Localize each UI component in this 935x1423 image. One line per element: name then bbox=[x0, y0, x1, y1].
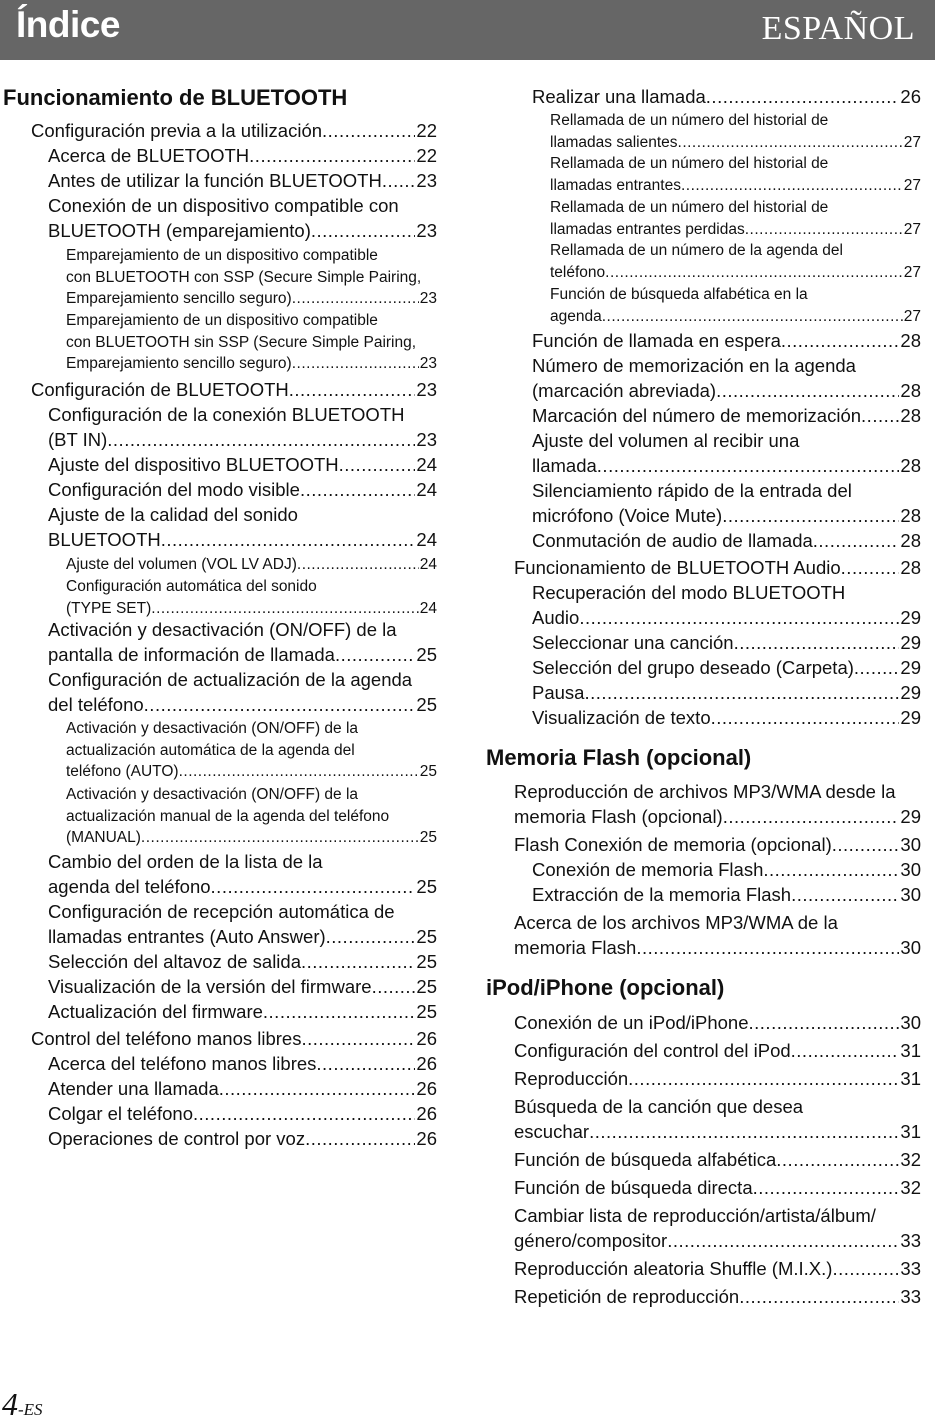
toc-entry-text: pantalla de información de llamada bbox=[48, 644, 335, 665]
toc-page-number: 30 bbox=[900, 859, 921, 880]
toc-page-number: 28 bbox=[900, 530, 921, 551]
toc-page-number: 23 bbox=[419, 355, 437, 373]
dot-leader bbox=[602, 306, 903, 328]
toc-page-number: 26 bbox=[416, 1128, 437, 1149]
toc-entry-text: Número de memorización en la agenda bbox=[532, 355, 856, 376]
toc-entry-text: Actualización del firmware bbox=[48, 1001, 263, 1022]
toc-page-number: 22 bbox=[416, 145, 437, 166]
toc-entry-text: con BLUETOOTH con SSP (Secure Simple Pairing, bbox=[66, 268, 422, 286]
dot-leader bbox=[141, 827, 419, 849]
toc-page-number: 27 bbox=[903, 220, 921, 238]
dot-leader bbox=[219, 1076, 416, 1101]
toc-entry[interactable] bbox=[31, 1026, 437, 1051]
dot-leader bbox=[144, 692, 416, 717]
toc-entry-text: Audio bbox=[532, 607, 580, 628]
toc-entry-text: Extracción de la memoria Flash bbox=[532, 884, 792, 905]
toc-entry-text: llamadas entrantes (Auto Answer) bbox=[48, 926, 326, 947]
toc-page-number: 25 bbox=[416, 951, 437, 972]
toc-page-number: 28 bbox=[900, 405, 921, 426]
toc-entry[interactable] bbox=[514, 1038, 921, 1063]
toc-entry-text: teléfono (AUTO) bbox=[66, 763, 179, 781]
dot-leader bbox=[745, 219, 903, 241]
dot-leader bbox=[584, 680, 899, 705]
toc-entry-text: Emparejamiento sencillo seguro) bbox=[66, 355, 292, 373]
toc-page-number: 30 bbox=[900, 884, 921, 905]
section-heading-ipod: iPod/iPhone (opcional) bbox=[486, 975, 725, 1000]
toc-entry[interactable] bbox=[514, 1256, 921, 1281]
toc-page-number: 26 bbox=[416, 1028, 437, 1049]
toc-page-number: 24 bbox=[416, 529, 437, 550]
toc-entry-text: Configuración de la conexión BLUETOOTH bbox=[48, 404, 405, 425]
dot-leader bbox=[339, 452, 416, 477]
toc-entry-text: Visualización de texto bbox=[532, 707, 711, 728]
dot-leader bbox=[597, 453, 900, 478]
dot-leader bbox=[301, 949, 415, 974]
toc-entry-text: Seleccionar una canción bbox=[532, 632, 734, 653]
toc-page-number: 27 bbox=[903, 133, 921, 151]
toc-page-number: 31 bbox=[900, 1121, 921, 1142]
toc-entry-text: Acerca de los archivos MP3/WMA de la bbox=[514, 912, 838, 933]
toc-entry-text: Emparejamiento de un dispositivo compatible bbox=[66, 247, 378, 264]
toc-entry-text: Activación y desactivación (ON/OFF) de la bbox=[48, 619, 397, 640]
toc-page-number: 30 bbox=[900, 937, 921, 958]
toc-entry-text: Cambiar lista de reproducción/artista/álbum/ bbox=[514, 1205, 876, 1226]
toc-entry-text: teléfono bbox=[550, 263, 606, 281]
toc-entry[interactable] bbox=[532, 478, 921, 528]
toc-entry-text: Funcionamiento de BLUETOOTH Audio bbox=[514, 557, 841, 578]
toc-entry-text: Selección del grupo deseado (Carpeta) bbox=[532, 657, 854, 678]
toc-page-number: 32 bbox=[900, 1177, 921, 1198]
toc-entry-text: Reproducción de archivos MP3/WMA desde la bbox=[514, 781, 896, 802]
toc-entry-text: Emparejamiento sencillo seguro) bbox=[66, 290, 292, 308]
toc-entry[interactable] bbox=[48, 1101, 437, 1126]
dot-leader bbox=[249, 143, 415, 168]
toc-entry-text: Rellamada de un número del historial de bbox=[550, 199, 829, 216]
dot-leader bbox=[734, 630, 900, 655]
toc-page-number: 29 bbox=[900, 607, 921, 628]
toc-entry[interactable] bbox=[550, 284, 921, 327]
dot-leader bbox=[791, 1038, 900, 1063]
toc-entry-text: Emparejamiento de un dispositivo compatible bbox=[66, 312, 378, 329]
dot-leader bbox=[372, 974, 416, 999]
toc-page-number: 28 bbox=[900, 455, 921, 476]
toc-entry[interactable] bbox=[48, 193, 437, 243]
toc-entry-text: Reproducción aleatoria Shuffle (M.I.X.) bbox=[514, 1258, 833, 1279]
dot-leader bbox=[716, 378, 899, 403]
toc-entry[interactable] bbox=[66, 554, 437, 576]
toc-page-number: 23 bbox=[416, 429, 437, 450]
dot-leader bbox=[297, 554, 419, 576]
toc-entry[interactable] bbox=[514, 910, 921, 960]
toc-entry-text: escuchar bbox=[514, 1121, 590, 1142]
toc-page-number: 26 bbox=[416, 1078, 437, 1099]
toc-page-number: 25 bbox=[416, 1001, 437, 1022]
toc-entry-text: Activación y desactivación (ON/OFF) de la bbox=[66, 720, 359, 737]
toc-page-number: 25 bbox=[416, 694, 437, 715]
toc-entry-text: (TYPE SET) bbox=[66, 599, 152, 617]
toc-entry-text: del teléfono bbox=[48, 694, 144, 715]
toc-page-number: 33 bbox=[900, 1258, 921, 1279]
toc-entry-text: Atender una llamada bbox=[48, 1078, 219, 1099]
toc-entry-text: Configuración de BLUETOOTH bbox=[31, 379, 289, 400]
toc-entry-text: memoria Flash (opcional) bbox=[514, 806, 723, 827]
toc-entry-text: género/compositor bbox=[514, 1230, 668, 1251]
toc-entry-text: Selección del altavoz de salida bbox=[48, 951, 301, 972]
toc-entry-text: Configuración automática del sonido bbox=[66, 578, 317, 595]
toc-entry[interactable] bbox=[532, 528, 921, 553]
toc-entry[interactable] bbox=[48, 1126, 437, 1151]
toc-entry[interactable] bbox=[48, 949, 437, 974]
toc-entry-text: Conmutación de audio de llamada bbox=[532, 530, 813, 551]
toc-page-number: 27 bbox=[903, 307, 921, 325]
toc-entry-text: Reproducción bbox=[514, 1068, 629, 1089]
toc-entry[interactable] bbox=[66, 718, 437, 783]
dot-leader bbox=[723, 804, 900, 829]
dot-leader bbox=[681, 175, 903, 197]
toc-entry-text: Marcación del número de memorización bbox=[532, 405, 862, 426]
toc-page-number: 26 bbox=[900, 86, 921, 107]
toc-entry-text: Visualización de la versión del firmware bbox=[48, 976, 372, 997]
toc-page-number: 25 bbox=[419, 829, 437, 847]
toc-entry-text: Colgar el teléfono bbox=[48, 1103, 194, 1124]
toc-entry-text: agenda del teléfono bbox=[48, 876, 211, 897]
toc-page-number: 26 bbox=[416, 1053, 437, 1074]
toc-entry[interactable] bbox=[48, 502, 437, 552]
toc-page-number: 28 bbox=[900, 557, 921, 578]
toc-page-number: 29 bbox=[900, 682, 921, 703]
toc-page-number: 27 bbox=[903, 176, 921, 194]
dot-leader bbox=[211, 874, 416, 899]
dot-leader bbox=[326, 924, 416, 949]
toc-entry[interactable] bbox=[550, 240, 921, 283]
toc-page-number: 31 bbox=[900, 1040, 921, 1061]
toc-page-number: 29 bbox=[900, 657, 921, 678]
toc-page-number: 29 bbox=[900, 632, 921, 653]
toc-entry-text: Repetición de reproducción bbox=[514, 1286, 740, 1307]
toc-entry-text: Pausa bbox=[532, 682, 585, 703]
toc-entry-text: Función de llamada en espera bbox=[532, 330, 781, 351]
toc-page-number: 25 bbox=[416, 644, 437, 665]
toc-page-number: 24 bbox=[419, 556, 437, 573]
dot-leader bbox=[292, 353, 419, 375]
toc-entry-text: Ajuste de la calidad del sonido bbox=[48, 504, 298, 525]
toc-entry[interactable] bbox=[532, 882, 921, 907]
toc-entry[interactable] bbox=[48, 849, 437, 899]
dot-leader bbox=[305, 1126, 415, 1151]
toc-entry[interactable] bbox=[514, 1203, 921, 1253]
toc-entry-text: Búsqueda de la canción que desea bbox=[514, 1096, 804, 1117]
dot-leader bbox=[861, 403, 899, 428]
page-title: Índice bbox=[16, 4, 120, 45]
toc-page-number: 29 bbox=[900, 707, 921, 728]
language-label: ESPAÑOL bbox=[761, 10, 915, 47]
toc-entry-text: Activación y desactivación (ON/OFF) de la bbox=[66, 786, 359, 803]
toc-entry[interactable] bbox=[66, 784, 437, 849]
toc-entry-text: Recuperación del modo BLUETOOTH bbox=[532, 582, 846, 603]
toc-entry-text: Configuración de actualización de la agenda bbox=[48, 669, 413, 690]
dot-leader bbox=[605, 262, 903, 284]
toc-entry[interactable] bbox=[31, 118, 437, 143]
toc-entry[interactable] bbox=[532, 428, 921, 478]
toc-entry-text: Función de búsqueda directa bbox=[514, 1177, 753, 1198]
toc-entry[interactable] bbox=[48, 402, 437, 452]
toc-entry[interactable] bbox=[550, 197, 921, 240]
toc-entry[interactable] bbox=[48, 974, 437, 999]
toc-entry[interactable] bbox=[532, 328, 921, 353]
dot-leader bbox=[636, 935, 899, 960]
toc-entry-text: (BT IN) bbox=[48, 429, 108, 450]
toc-entry[interactable] bbox=[514, 555, 921, 580]
toc-entry[interactable] bbox=[532, 680, 921, 705]
toc-entry[interactable] bbox=[48, 999, 437, 1024]
toc-entry[interactable] bbox=[550, 153, 921, 196]
dot-leader bbox=[832, 832, 900, 857]
toc-entry[interactable] bbox=[48, 617, 437, 667]
toc-entry-text: Ajuste del volumen (VOL LV ADJ) bbox=[66, 556, 297, 573]
toc-entry-text: Cambio del orden de la lista de la bbox=[48, 851, 323, 872]
toc-entry[interactable] bbox=[532, 403, 921, 428]
toc-page-number: 27 bbox=[903, 263, 921, 281]
toc-entry[interactable] bbox=[514, 1010, 921, 1035]
toc-entry-text: actualización automática de la agenda del bbox=[66, 741, 355, 759]
dot-leader bbox=[711, 705, 900, 730]
toc-entry-text: Función de búsqueda alfabética en la bbox=[550, 286, 808, 303]
page-suffix: -ES bbox=[18, 1400, 43, 1419]
toc-entry[interactable] bbox=[514, 1094, 921, 1144]
dot-leader bbox=[322, 118, 415, 143]
toc-page-number: 33 bbox=[900, 1286, 921, 1307]
toc-entry-text: Configuración previa a la utilización bbox=[31, 120, 323, 141]
dot-leader bbox=[722, 503, 899, 528]
toc-page-number: 28 bbox=[900, 330, 921, 351]
toc-entry[interactable] bbox=[31, 377, 437, 402]
toc-page-number: 23 bbox=[419, 290, 437, 308]
toc-entry[interactable] bbox=[48, 168, 437, 193]
toc-entry[interactable] bbox=[48, 143, 437, 168]
toc-entry-text: Realizar una llamada bbox=[532, 86, 706, 107]
toc-entry[interactable] bbox=[532, 857, 921, 882]
toc-entry-text: Control del teléfono manos libres bbox=[31, 1028, 302, 1049]
toc-entry[interactable] bbox=[550, 110, 921, 153]
toc-entry[interactable] bbox=[48, 1076, 437, 1101]
toc-entry-text: Rellamada de un número del historial de bbox=[550, 155, 829, 172]
page-header bbox=[0, 0, 935, 60]
toc-page-number: 23 bbox=[416, 220, 437, 241]
toc-entry-text: Flash Conexión de memoria (opcional) bbox=[514, 834, 832, 855]
dot-leader bbox=[781, 328, 900, 353]
toc-page-number: 23 bbox=[416, 170, 437, 191]
toc-entry-text: Rellamada de un número de la agenda del bbox=[550, 242, 843, 259]
toc-entry[interactable] bbox=[532, 84, 921, 109]
toc-entry-text: Operaciones de control por voz bbox=[48, 1128, 306, 1149]
toc-page-number: 26 bbox=[416, 1103, 437, 1124]
toc-page-number: 30 bbox=[900, 1012, 921, 1033]
toc-entry-text: Ajuste del dispositivo BLUETOOTH bbox=[48, 454, 339, 475]
toc-entry[interactable] bbox=[48, 452, 437, 477]
toc-page-number: 25 bbox=[416, 926, 437, 947]
toc-entry[interactable] bbox=[66, 310, 437, 375]
dot-leader bbox=[589, 1119, 899, 1144]
dot-leader bbox=[628, 1066, 899, 1091]
dot-leader bbox=[179, 761, 419, 783]
dot-leader bbox=[335, 642, 415, 667]
toc-entry-text: memoria Flash bbox=[514, 937, 637, 958]
toc-entry[interactable] bbox=[514, 1066, 921, 1091]
toc-entry[interactable] bbox=[514, 1147, 921, 1172]
toc-entry[interactable] bbox=[66, 245, 437, 310]
toc-entry[interactable] bbox=[532, 630, 921, 655]
toc-page-number: 24 bbox=[419, 599, 437, 617]
toc-entry[interactable] bbox=[48, 477, 437, 502]
dot-leader bbox=[813, 528, 900, 553]
toc-entry[interactable] bbox=[66, 576, 437, 619]
toc-page-number: 28 bbox=[900, 380, 921, 401]
toc-entry[interactable] bbox=[532, 580, 921, 630]
toc-entry-text: Conexión de un iPod/iPhone bbox=[514, 1012, 749, 1033]
dot-leader bbox=[263, 999, 416, 1024]
dot-leader bbox=[193, 1101, 415, 1126]
section-heading-flash: Memoria Flash (opcional) bbox=[486, 745, 752, 770]
dot-leader bbox=[753, 1175, 900, 1200]
dot-leader bbox=[706, 84, 900, 109]
toc-entry[interactable] bbox=[48, 899, 437, 949]
dot-leader bbox=[382, 168, 416, 193]
dot-leader bbox=[791, 882, 899, 907]
toc-entry-text: (marcación abreviada) bbox=[532, 380, 717, 401]
toc-entry-text: Ajuste del volumen al recibir una bbox=[532, 430, 800, 451]
toc-page-number: 25 bbox=[419, 763, 437, 781]
toc-entry-text: micrófono (Voice Mute) bbox=[532, 505, 723, 526]
dot-leader bbox=[300, 477, 415, 502]
section-heading-bluetooth: Funcionamiento de BLUETOOTH bbox=[3, 85, 348, 110]
toc-entry[interactable] bbox=[532, 705, 921, 730]
dot-leader bbox=[311, 218, 416, 243]
toc-page-number: 24 bbox=[416, 454, 437, 475]
dot-leader bbox=[763, 857, 899, 882]
toc-page-number: 22 bbox=[416, 120, 437, 141]
toc-entry[interactable] bbox=[514, 832, 921, 857]
dot-leader bbox=[854, 655, 900, 680]
toc-page-number: 33 bbox=[900, 1230, 921, 1251]
toc-page-number: 24 bbox=[416, 479, 437, 500]
toc-entry-text: actualización manual de la agenda del teléfono bbox=[66, 807, 390, 825]
dot-leader bbox=[739, 1284, 899, 1309]
toc-entry[interactable] bbox=[48, 667, 437, 717]
toc-entry-text: llamadas salientes bbox=[550, 133, 678, 151]
toc-entry-text: agenda bbox=[550, 307, 602, 325]
toc-entry-text: con BLUETOOTH sin SSP (Secure Simple Pairing, bbox=[66, 333, 417, 351]
toc-entry-text: BLUETOOTH (emparejamiento) bbox=[48, 220, 311, 241]
toc-entry-text: llamadas entrantes perdidas bbox=[550, 220, 745, 238]
dot-leader bbox=[107, 427, 415, 452]
toc-entry[interactable] bbox=[514, 1284, 921, 1309]
dot-leader bbox=[776, 1147, 899, 1172]
dot-leader bbox=[841, 555, 900, 580]
toc-entry-text: Función de búsqueda alfabética bbox=[514, 1149, 777, 1170]
toc-entry-text: Silenciamiento rápido de la entrada del bbox=[532, 480, 852, 501]
dot-leader bbox=[161, 527, 416, 552]
dot-leader bbox=[289, 377, 416, 402]
toc-entry-text: Rellamada de un número del historial de bbox=[550, 112, 829, 129]
dot-leader bbox=[316, 1051, 415, 1076]
dot-leader bbox=[749, 1010, 900, 1035]
toc-page-number: 25 bbox=[416, 876, 437, 897]
dot-leader bbox=[579, 605, 899, 630]
toc-page-number: 32 bbox=[900, 1149, 921, 1170]
dot-leader bbox=[678, 132, 903, 154]
toc-entry[interactable] bbox=[532, 655, 921, 680]
toc-page-number: 30 bbox=[900, 834, 921, 855]
page-number: 4 bbox=[2, 1386, 18, 1422]
dot-leader bbox=[292, 288, 419, 310]
toc-entry-text: (MANUAL) bbox=[66, 829, 141, 847]
toc-page-number: 25 bbox=[416, 976, 437, 997]
toc-entry-text: Acerca del teléfono manos libres bbox=[48, 1053, 317, 1074]
dot-leader bbox=[301, 1026, 415, 1051]
toc-entry-text: Configuración de recepción automática de bbox=[48, 901, 395, 922]
dot-leader bbox=[667, 1228, 899, 1253]
toc-entry-text: Conexión de un dispositivo compatible con bbox=[48, 195, 399, 216]
toc-entry[interactable] bbox=[514, 1175, 921, 1200]
toc-page-number: 28 bbox=[900, 505, 921, 526]
toc-page-number: 31 bbox=[900, 1068, 921, 1089]
toc-entry-text: Configuración del control del iPod bbox=[514, 1040, 791, 1061]
toc-entry-text: BLUETOOTH bbox=[48, 529, 161, 550]
toc-page-number: 23 bbox=[416, 379, 437, 400]
toc-page-number: 29 bbox=[900, 806, 921, 827]
toc-entry-text: llamadas entrantes bbox=[550, 176, 681, 194]
toc-entry-text: Antes de utilizar la función BLUETOOTH bbox=[48, 170, 382, 191]
dot-leader bbox=[832, 1256, 899, 1281]
toc-entry-text: Conexión de memoria Flash bbox=[532, 859, 764, 880]
toc-entry[interactable] bbox=[48, 1051, 437, 1076]
page-footer bbox=[2, 1386, 43, 1423]
toc-entry-text: llamada bbox=[532, 455, 597, 476]
toc-entry-text: Configuración del modo visible bbox=[48, 479, 300, 500]
toc-entry-text: Acerca de BLUETOOTH bbox=[48, 145, 250, 166]
toc-entry[interactable] bbox=[532, 353, 921, 403]
toc-entry[interactable] bbox=[514, 779, 921, 829]
